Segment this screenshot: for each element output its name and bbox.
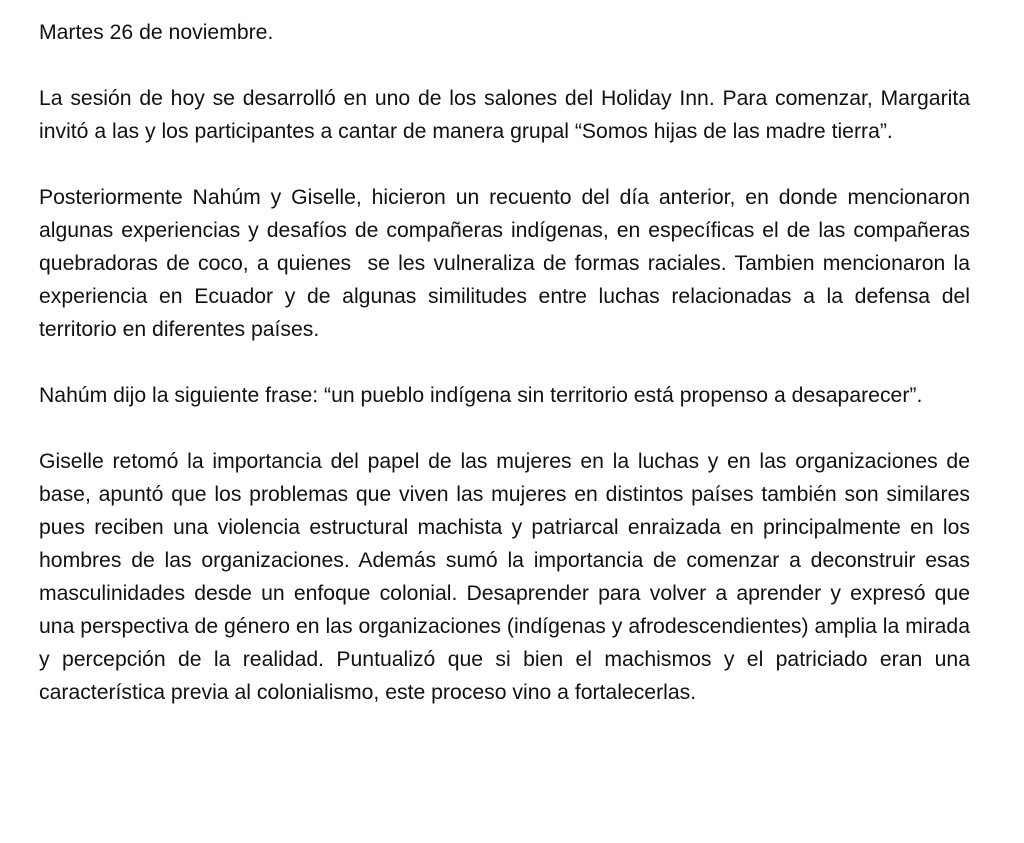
paragraph-women-role: Giselle retomó la importancia del papel de las mujeres en la luchas y en las organizaciones de base, apuntó que los problemas que viven las mujeres en distintos países también son similares pues reciben una violencia estructural machista y patriarcal enraizada en principalmente en los hombres de las organizaciones. Además sumó la importancia de comenzar a deconstruir esas masculinidades desde un enfoque colonial. Desaprender para volver a aprender y expresó que una perspectiva de género en las organizaciones (indígenas y afrodescendientes) amplia la mirada y percepción de la realidad. Puntualizó que si bien el machismos y el patriciado eran una característica previa al colonialismo, este proceso vino a fortalecerlas. bbox=[39, 450, 976, 704]
paragraph-quote: Nahúm dijo la siguiente frase: “un pueblo indígena sin territorio está propenso a desaparecer”. bbox=[39, 384, 923, 407]
paragraph-recap: Posteriormente Nahúm y Giselle, hicieron un recuento del día anterior, en donde mencionaron algunas experiencias y desafíos de compañeras indígenas, en específicas el de las compañeras quebradoras de coco, a quienes se les vulneraliza de formas raciales. Tambien mencionaron la experiencia en Ecuador y de algunas similitudes entre luchas relacionadas a la defensa del territorio en diferentes países. bbox=[39, 186, 976, 341]
date-heading: Martes 26 de noviembre. bbox=[39, 21, 274, 44]
document-page bbox=[39, 16, 976, 709]
paragraph-session-intro: La sesión de hoy se desarrolló en uno de los salones del Holiday Inn. Para comenzar, Margarita invitó a las y los participantes a cantar de manera grupal “Somos hijas de las madre tierra”. bbox=[39, 87, 976, 143]
